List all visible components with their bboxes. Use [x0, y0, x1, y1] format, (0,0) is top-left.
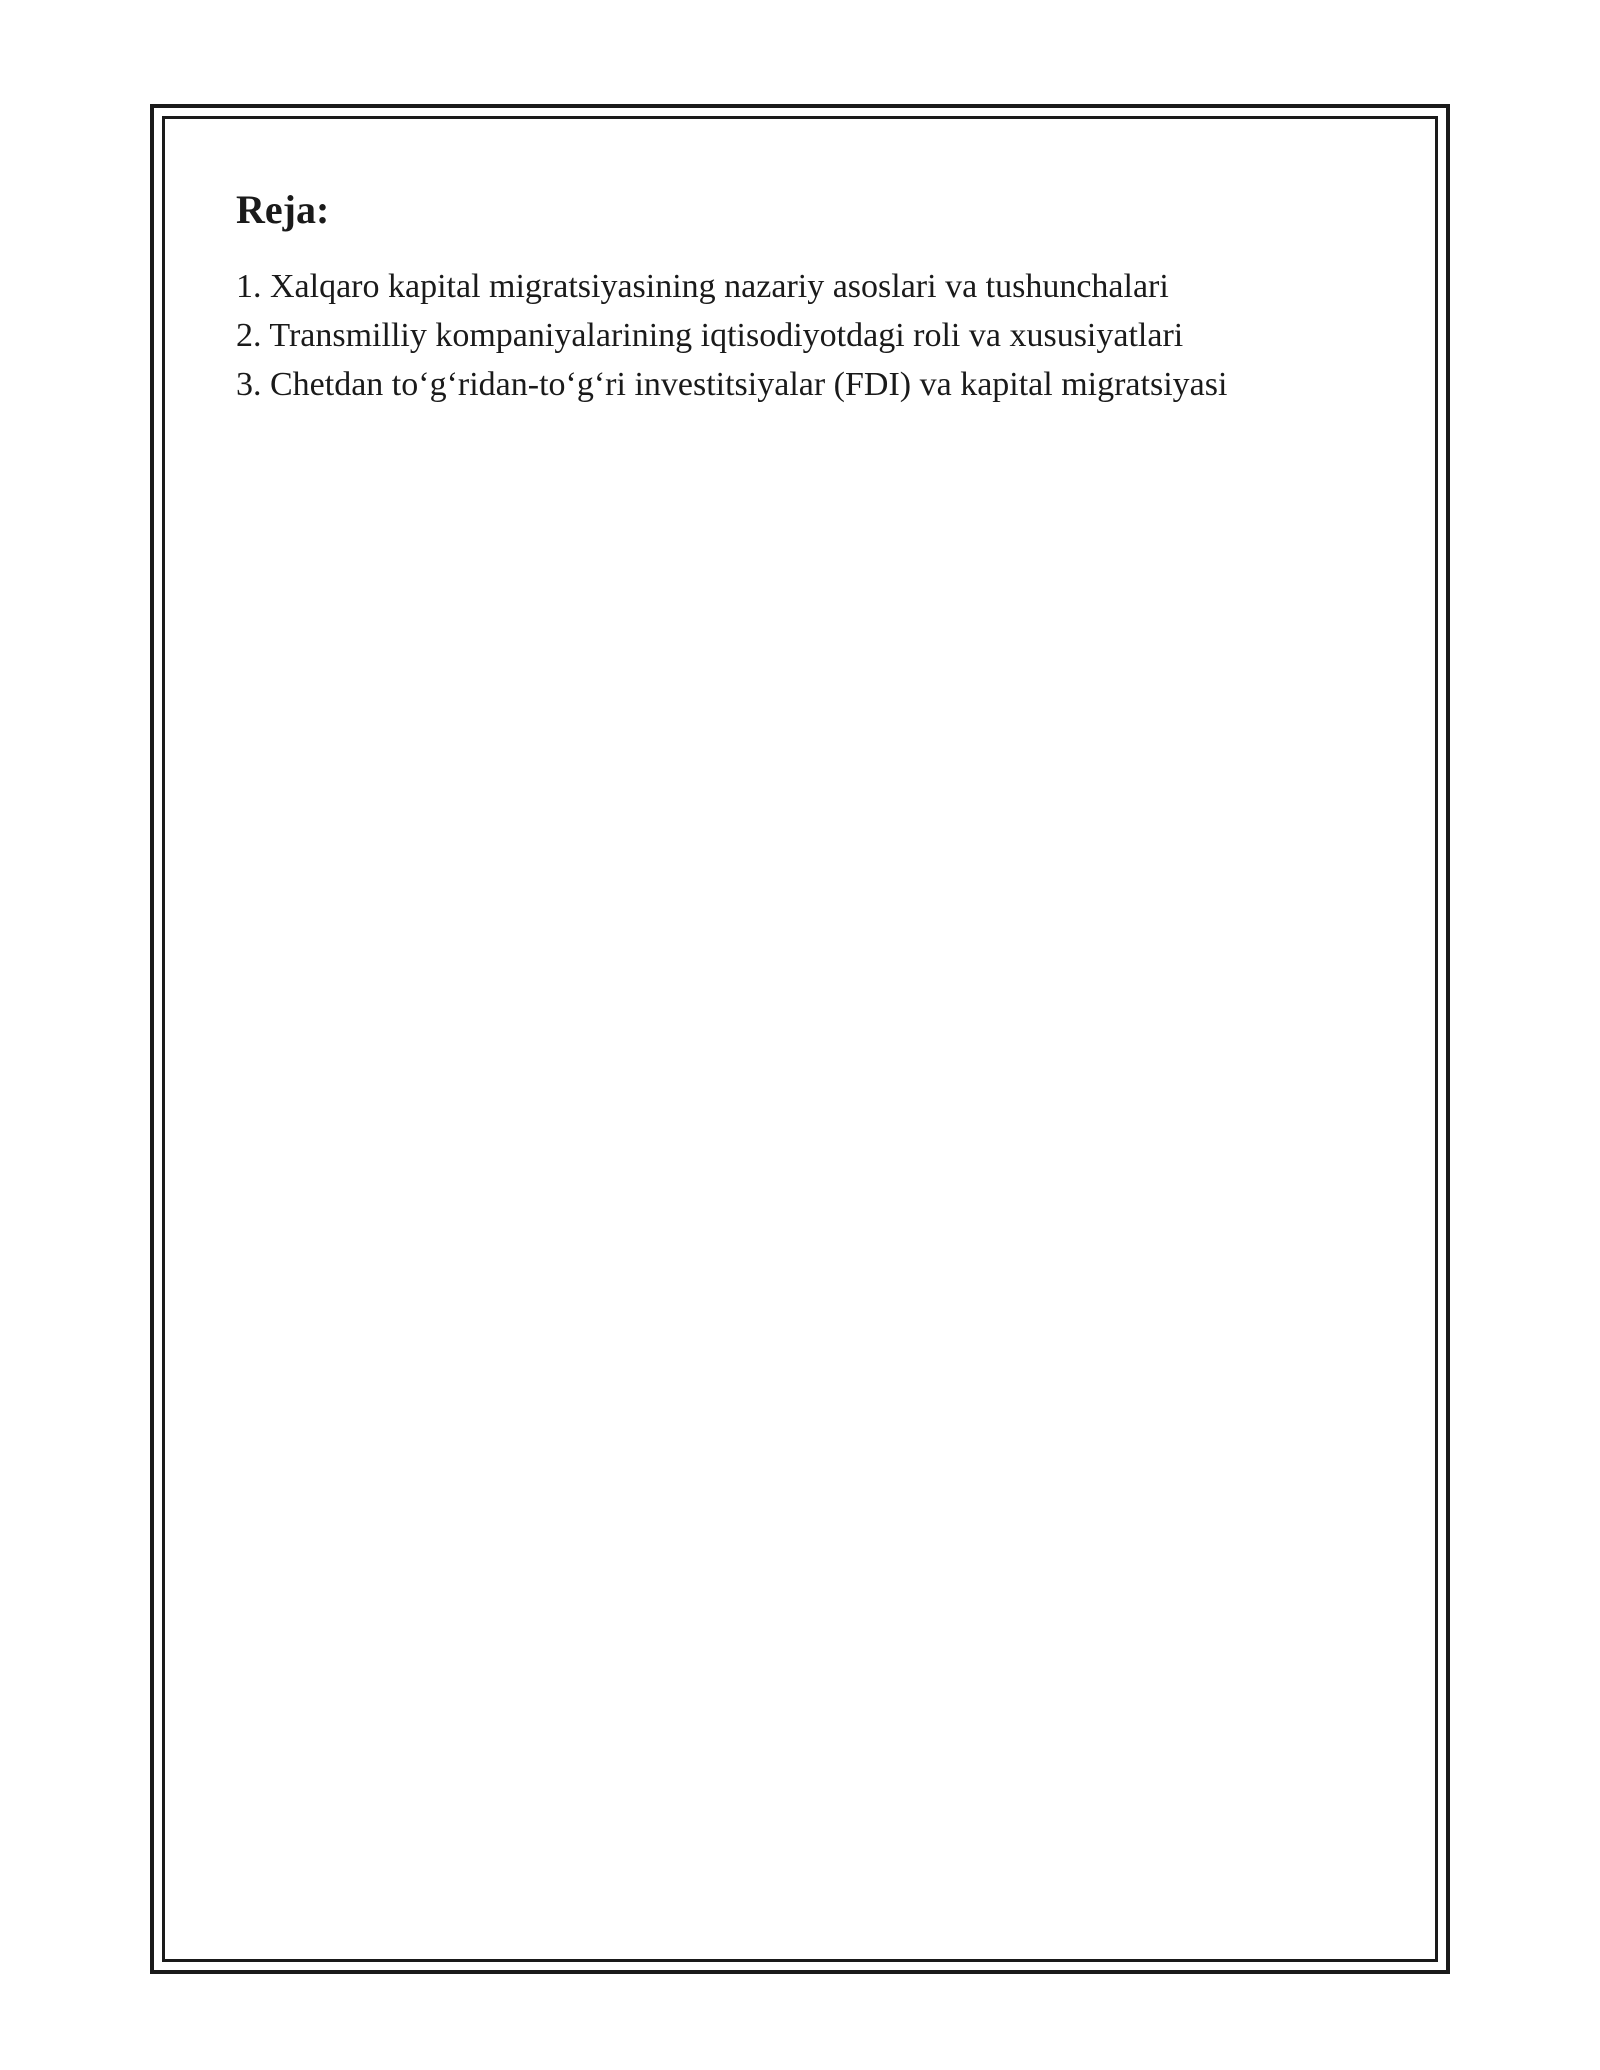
plan-list: [236, 262, 1386, 409]
plan-item-1: 1. Xalqaro kapital migratsiyasining nazariy asoslari va tushunchalari: [236, 268, 1169, 305]
document-content: [236, 186, 1386, 409]
plan-heading: Reja:: [236, 187, 330, 232]
plan-item-3: 3. Chetdan to‘g‘ridan-to‘g‘ri investitsiyalar (FDI) va kapital migratsiyasi: [236, 366, 1228, 403]
plan-item-2: 2. Transmilliy kompaniyalarining iqtisodiyotdagi roli va xususiyatlari: [236, 317, 1184, 354]
